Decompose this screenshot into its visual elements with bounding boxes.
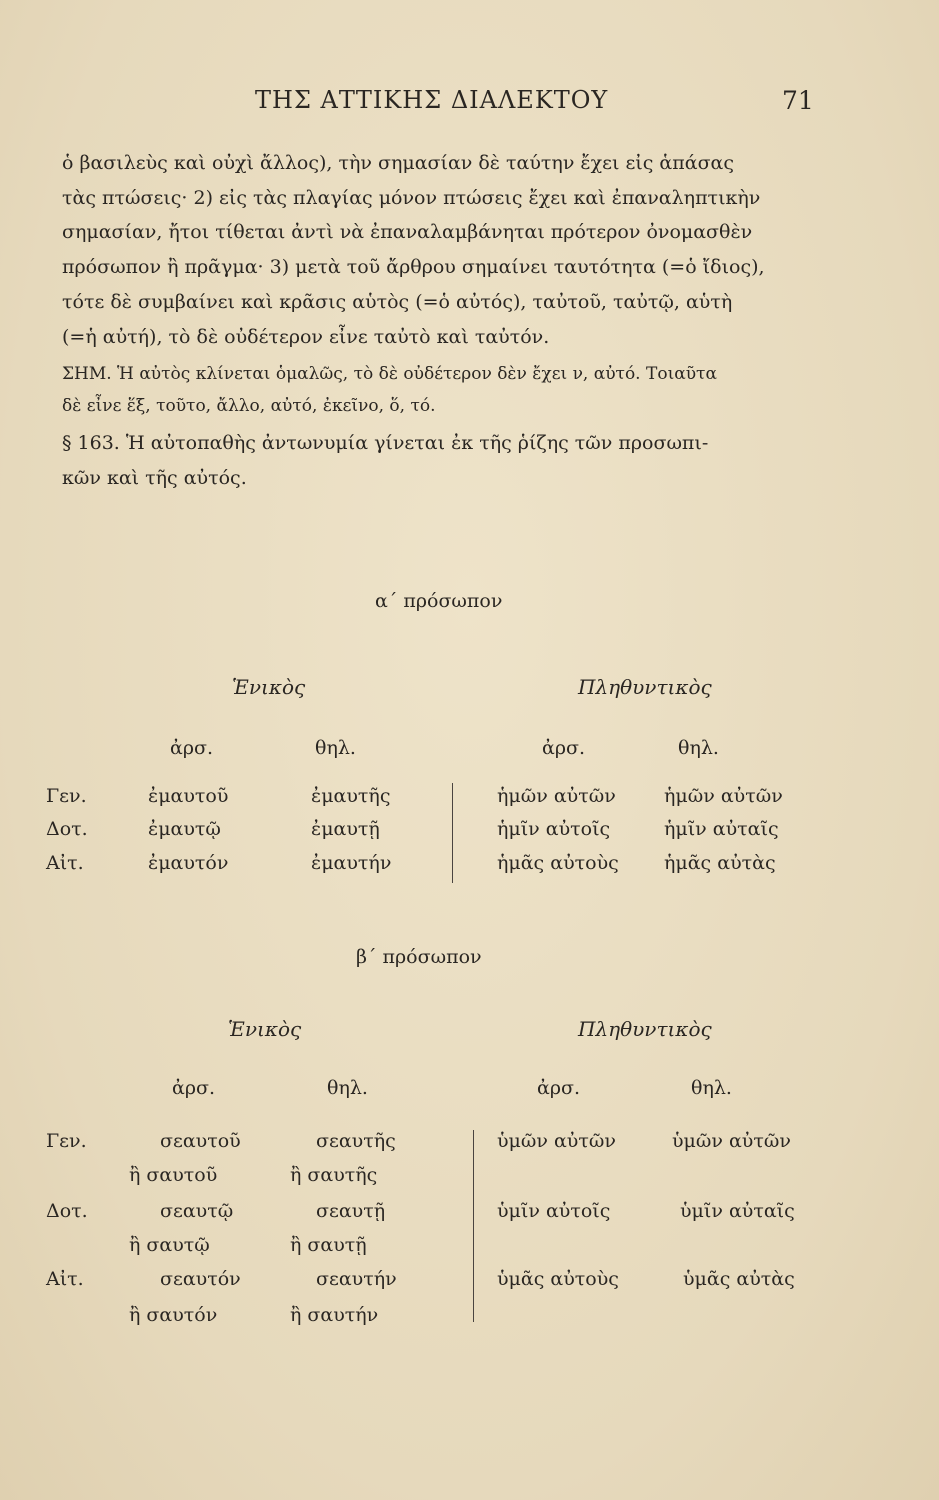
col-masculine: ἀρσ. (170, 737, 214, 759)
col-feminine: θηλ. (691, 1077, 732, 1099)
table-cell: ἡμᾶς αὐτὰς (664, 852, 776, 874)
table-cell: ἐμαυτῆς (311, 785, 391, 807)
col-feminine: θηλ. (315, 737, 356, 759)
line: σημασίαν, ἤτοι τίθεται ἀντὶ νὰ ἐπαναλαμβάνηται πρότερον ὀνομασθὲν (62, 221, 753, 244)
section-163 (62, 426, 822, 495)
table-cell: σεαυτῇ (316, 1200, 386, 1222)
running-header (0, 86, 939, 120)
table-cell-alt: ἢ σαυτοῦ (129, 1164, 218, 1186)
line: τὰς πτώσεις· 2) εἰς τὰς πλαγίας μόνον πτώσεις ἔχει καὶ ἐπαναληπτικὴν (62, 186, 761, 209)
page-number: 71 (782, 86, 814, 115)
table-cell: ἐμαυτῇ (311, 818, 380, 840)
table-cell: ἡμῖν αὐταῖς (664, 818, 779, 840)
table-cell: ὑμᾶς αὐτὰς (683, 1268, 795, 1290)
table-cell: ἡμῶν αὐτῶν (664, 785, 783, 807)
case-label: Δοτ. (46, 818, 88, 840)
table-title: α΄ πρόσωπον (375, 590, 503, 612)
case-label: Γεν. (46, 785, 87, 807)
table-cell: ὑμῶν αὐτῶν (497, 1130, 616, 1152)
table-cell: ἐμαυτόν (148, 852, 229, 874)
col-feminine: θηλ. (678, 737, 719, 759)
case-label: Αἰτ. (46, 1268, 84, 1290)
table-cell: ἡμῖν αὐτοῖς (497, 818, 611, 840)
note-line: ΣΗΜ. Ἡ αὐτὸς κλίνεται ὁμαλῶς, τὸ δὲ οὐδέτερον δὲν ἔχει ν, αὐτό. Τοιαῦτα (62, 364, 717, 385)
main-text (62, 146, 822, 496)
table-cell: σεαυτήν (316, 1268, 397, 1290)
line: ὁ βασιλεὺς καὶ οὐχὶ ἄλλος), τὴν σημασίαν δὲ ταύτην ἔχει εἰς ἁπάσας (62, 152, 735, 174)
table-cell: ὑμῖν αὐτοῖς (497, 1200, 611, 1222)
table-cell: ἐμαυτήν (311, 852, 392, 874)
table-cell: ὑμᾶς αὐτοὺς (497, 1268, 619, 1290)
table-cell: ὑμῶν αὐτῶν (672, 1130, 791, 1152)
table-cell-alt: ἢ σαυτόν (129, 1304, 218, 1326)
plural-heading: Πληθυντικὸς (578, 675, 712, 699)
note (62, 358, 822, 422)
case-label: Γεν. (46, 1130, 87, 1152)
col-masculine: ἀρσ. (172, 1077, 216, 1099)
table-cell-alt: ἢ σαυτῷ (129, 1234, 210, 1256)
line: πρόσωπον ἢ πρᾶγμα· 3) μετὰ τοῦ ἄρθρου σημαίνει ταυτότητα (=ὁ ἴδιος), (62, 256, 765, 279)
running-title: ΤΗΣ ΑΤΤΙΚΗΣ ΔΙΑΛΕΚΤΟΥ (255, 86, 609, 114)
table-cell: ὑμῖν αὐταῖς (680, 1200, 795, 1222)
table-title: β΄ πρόσωπον (356, 946, 482, 968)
singular-heading: Ἑνικὸς (228, 1017, 302, 1041)
column-divider (452, 783, 453, 883)
note-line: δὲ εἶνε ἕξ, τοῦτο, ἄλλο, αὐτό, ἐκεῖνο, ὅ, τό. (62, 396, 436, 417)
table-cell-alt: ἢ σαυτήν (290, 1304, 379, 1326)
plural-heading: Πληθυντικὸς (578, 1017, 712, 1041)
table-cell: ἐμαυτοῦ (148, 785, 229, 807)
table-cell: ἡμῶν αὐτῶν (497, 785, 616, 807)
table-cell: σεαυτοῦ (160, 1130, 241, 1152)
column-divider (473, 1130, 474, 1322)
table-cell-alt: ἢ σαυτῇ (290, 1234, 367, 1256)
table-cell-alt: ἢ σαυτῆς (290, 1164, 378, 1186)
section-line: κῶν καὶ τῆς αὐτός. (62, 466, 247, 489)
col-masculine: ἀρσ. (542, 737, 586, 759)
case-label: Δοτ. (46, 1200, 88, 1222)
table-cell: σεαυτῆς (316, 1130, 396, 1152)
paragraph (62, 146, 822, 354)
col-masculine: ἀρσ. (537, 1077, 581, 1099)
line: τότε δὲ συμβαίνει καὶ κρᾶσις αὑτὸς (=ὁ αὐτός), ταὐτοῦ, ταὐτῷ, αὑτὴ (62, 290, 733, 313)
section-line: § 163. Ἡ αὐτοπαθὴς ἀντωνυμία γίνεται ἐκ τῆς ῥίζης τῶν προσωπι- (62, 432, 709, 455)
singular-heading: Ἑνικὸς (232, 675, 306, 699)
line: (=ἡ αὐτή), τὸ δὲ οὐδέτερον εἶνε ταὐτὸ καὶ ταὐτόν. (62, 325, 550, 348)
case-label: Αἰτ. (46, 852, 84, 874)
table-cell: σεαυτόν (160, 1268, 241, 1290)
table-cell: ἡμᾶς αὐτοὺς (497, 852, 619, 874)
col-feminine: θηλ. (327, 1077, 368, 1099)
table-cell: σεαυτῷ (160, 1200, 234, 1222)
table-cell: ἐμαυτῷ (148, 818, 221, 840)
